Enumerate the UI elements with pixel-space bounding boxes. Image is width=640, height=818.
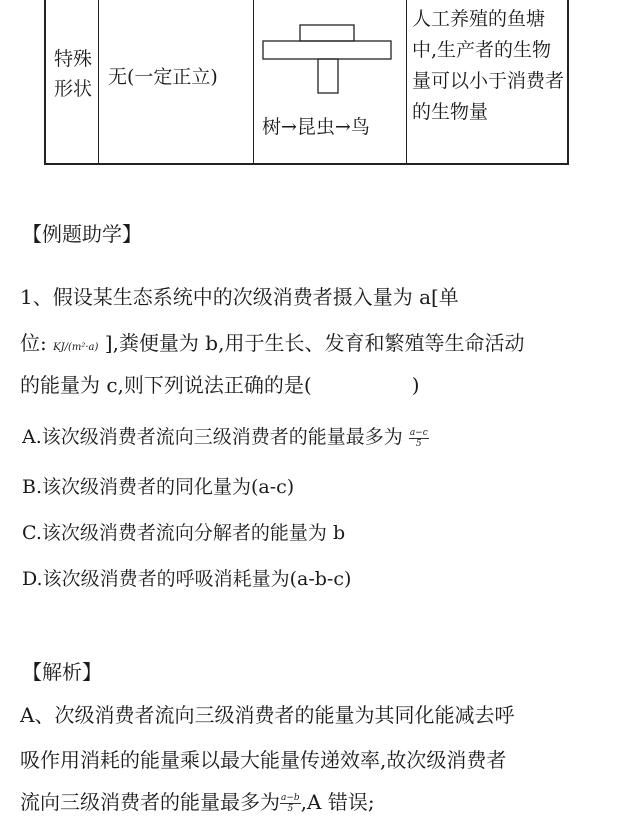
question-line-2 bbox=[20, 328, 524, 363]
analysis-line-3-suffix: ,A 错误; bbox=[300, 790, 375, 814]
example-text: 人工养殖的鱼塘中,生产者的生物量可以小于消费者的生物量 bbox=[412, 8, 565, 123]
analysis-heading: 【解析】 bbox=[22, 660, 102, 684]
pyramid-bottom-bar bbox=[318, 59, 338, 93]
table-row-header: 特殊形状 bbox=[53, 48, 92, 100]
pyramid-middle-bar bbox=[263, 41, 391, 59]
shape-description: 无(一定正立) bbox=[108, 66, 218, 88]
inverted-pyramid-diagram bbox=[262, 24, 392, 104]
option-d: D.该次级消费者的呼吸消耗量为(a-b-c) bbox=[22, 568, 352, 590]
analysis-fraction: $\frac{a-b}{5}$ bbox=[281, 793, 300, 814]
analysis-line-3-text: 流向三级消费者的能量最多为 bbox=[20, 790, 280, 814]
analysis-line-3 bbox=[20, 787, 375, 817]
question-unit: KJ/(m²·a) bbox=[53, 342, 99, 353]
table-divider bbox=[406, 0, 407, 165]
question-line-1: 1、假设某生态系统中的次级消费者摄入量为 a[单 bbox=[20, 285, 459, 309]
table-divider bbox=[98, 0, 99, 165]
pyramid-top-bar bbox=[300, 25, 354, 41]
table-divider bbox=[253, 0, 254, 165]
table-border-left bbox=[44, 0, 46, 165]
table-border-bottom bbox=[44, 163, 569, 165]
question-line-3: 的能量为 c,则下列说法正确的是( ) bbox=[20, 373, 420, 397]
option-a bbox=[22, 422, 429, 449]
option-b: B.该次级消费者的同化量为(a-c) bbox=[22, 476, 295, 498]
question-line-2-text: ],粪便量为 b,用于生长、发育和繁殖等生命活动 bbox=[104, 331, 525, 355]
option-a-text: A.该次级消费者流向三级消费者的能量最多为 bbox=[22, 426, 403, 448]
analysis-line-2: 吸作用消耗的能量乘以最大能量传递效率,故次级消费者 bbox=[20, 748, 507, 772]
analysis-line-1: A、次级消费者流向三级消费者的能量为其同化能减去呼 bbox=[20, 703, 515, 727]
table-border-right bbox=[567, 0, 569, 165]
pyramid-food-chain-label: 树→昆虫→鸟 bbox=[262, 116, 370, 138]
example-heading: 【例题助学】 bbox=[22, 222, 142, 246]
option-c: C.该次级消费者流向分解者的能量为 b bbox=[22, 522, 346, 544]
option-a-fraction: $\frac{a-c}{5}$ bbox=[409, 427, 428, 449]
question-unit-prefix: 位: bbox=[20, 331, 47, 355]
